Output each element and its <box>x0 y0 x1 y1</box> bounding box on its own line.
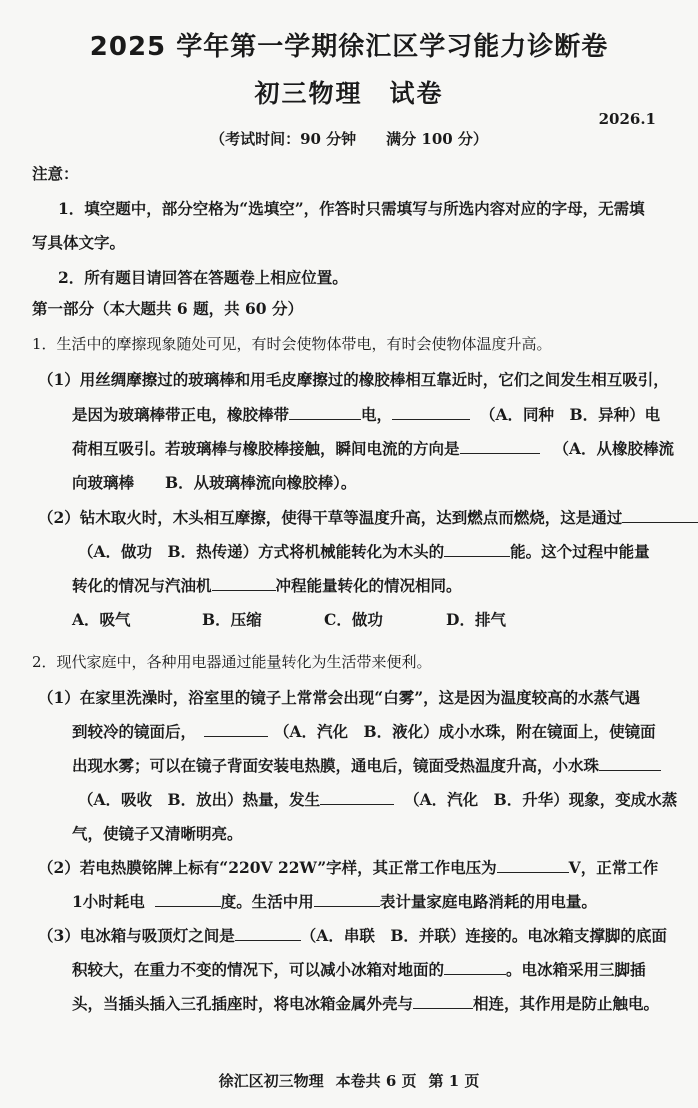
answer-blank[interactable] <box>444 960 506 975</box>
q1-sub2-line2 <box>78 542 650 562</box>
answer-blank[interactable] <box>204 722 268 737</box>
answer-blank[interactable] <box>314 892 380 907</box>
q2-sub1-line4 <box>78 790 677 810</box>
q2-sub1-text-a: 到较冷的镜面后， <box>72 722 197 741</box>
note-item-2: 2．所有题目请回答在答题卷上相应位置。 <box>58 268 348 287</box>
q1-options <box>72 610 506 630</box>
q1-sub2-text-d: 转化的情况与汽油机 <box>72 576 212 595</box>
q1-sub2-line1 <box>38 508 698 528</box>
answer-blank[interactable] <box>444 542 510 557</box>
answer-blank[interactable] <box>289 405 361 420</box>
q1-sub1-line4: 向玻璃棒 B．从玻璃棒流向橡胶棒）。 <box>72 473 357 492</box>
footer-total-pages: 本卷共 6 页 <box>335 1072 417 1090</box>
q1-option-c: C．做功 <box>324 610 383 629</box>
exam-time-info: （考试时间：90 分钟 满分 100 分） <box>210 130 488 148</box>
q2-sub3-text-e: 头，当插头插入三孔插座时，将电冰箱金属外壳与 <box>72 994 414 1013</box>
note-item-1: 1．填空题中，部分空格为“选填空”，作答时只需填写与所选内容对应的字母，无需填 <box>58 199 645 218</box>
q2-sub3-line1 <box>38 926 667 946</box>
answer-blank[interactable] <box>497 858 569 873</box>
q2-sub1-text-d: （A．吸收 B．放出）热量，发生 <box>78 790 321 809</box>
q1-option-b: B．压缩 <box>202 610 262 629</box>
exam-title: 2025 学年第一学期徐汇区学习能力诊断卷 <box>89 32 609 62</box>
exam-date: 2026.1 <box>598 110 656 128</box>
answer-blank[interactable] <box>392 405 470 420</box>
q2-sub2-text-c: 1小时耗电 <box>72 892 145 911</box>
q1-sub1-text-b: 电， <box>361 405 393 424</box>
q1-option-a: A．吸气 <box>72 610 131 629</box>
q1-sub1-line1: （1）用丝绸摩擦过的玻璃棒和用毛皮摩擦过的橡胶棒相互靠近时，它们之间发生相互吸引， <box>38 370 669 389</box>
q2-sub3-line2 <box>72 960 646 980</box>
q1-sub1-text-e: （A．从橡胶棒流 <box>553 439 675 458</box>
q1-sub2-line3 <box>72 576 462 596</box>
q2-sub1-text-b: （A．汽化 B．液化）成小水珠，附在镜面上，使镜面 <box>274 722 656 741</box>
q2-sub2-text-a: （2）若电热膜铭牌上标有“220V 22W”字样，其正常工作电压为 <box>38 858 497 877</box>
page-footer <box>0 1070 698 1091</box>
q2-sub2-text-d: 度。生活中用 <box>220 892 314 911</box>
q1-sub1-line3 <box>72 439 674 459</box>
q1-sub2-text-c: 能。这个过程中能量 <box>510 542 650 561</box>
q2-sub3-text-d: 。电冰箱采用三脚插 <box>506 960 646 979</box>
q2-sub3-text-b: （A．串联 B．并联）连接的。电冰箱支撑脚的底面 <box>300 926 667 945</box>
q1-sub1-text-d: 荷相互吸引。若玻璃棒与橡胶棒接触，瞬间电流的方向是 <box>72 439 460 458</box>
q2-sub1-text-c: 出现水雾；可以在镜子背面安装电热膜，通电后，镜面受热温度升高，小水珠 <box>72 756 600 775</box>
part1-heading: 第一部分（本大题共 6 题，共 60 分） <box>32 299 303 318</box>
q2-sub1-text-e: （A．汽化 B．升华）现象，变成水蒸 <box>404 790 678 809</box>
q1-sub2-text-a: （2）钻木取火时，木头相互摩擦，使得干草等温度升高，达到燃点而燃烧，这是通过 <box>38 508 623 527</box>
q2-sub1-line1: （1）在家里洗澡时，浴室里的镜子上常常会出现“白雾”，这是因为温度较高的水蒸气遇 <box>38 688 641 707</box>
footer-school: 徐汇区初三物理 <box>218 1072 324 1090</box>
q1-sub1-text-a: 是因为玻璃棒带正电，橡胶棒带 <box>72 405 290 424</box>
exam-subtitle: 初三物理 试卷 <box>254 79 444 108</box>
q2-sub3-text-f: 相连，其作用是防止触电。 <box>473 994 660 1013</box>
q2-sub2-line1 <box>38 858 658 878</box>
q2-sub1-line5: 气，使镜子又清晰明亮。 <box>72 824 243 843</box>
answer-blank[interactable] <box>155 892 221 907</box>
q2-sub2-text-e: 表计量家庭电路消耗的用电量。 <box>379 892 597 911</box>
footer-page-number: 第 1 页 <box>428 1072 480 1090</box>
q1-sub2-text-e: 冲程能量转化的情况相同。 <box>275 576 462 595</box>
answer-blank[interactable] <box>622 508 698 523</box>
answer-blank[interactable] <box>460 439 540 454</box>
q2-sub2-text-b: V，正常工作 <box>568 858 659 877</box>
note-item-1-cont: 写具体文字。 <box>32 233 126 252</box>
q2-stem: 2．现代家庭中，各种用电器通过能量转化为生活带来便利。 <box>32 653 432 671</box>
answer-blank[interactable] <box>413 994 473 1009</box>
q1-sub1-text-c: （A．同种 B．异种）电 <box>480 405 661 424</box>
q1-option-d: D．排气 <box>446 610 506 629</box>
answer-blank[interactable] <box>599 756 661 771</box>
answer-blank[interactable] <box>320 790 394 805</box>
q2-sub3-text-a: （3）电冰箱与吸顶灯之间是 <box>38 926 235 945</box>
q2-sub3-line3 <box>72 994 659 1014</box>
q2-sub3-text-c: 积较大，在重力不变的情况下，可以减小冰箱对地面的 <box>72 960 445 979</box>
q1-stem: 1．生活中的摩擦现象随处可见，有时会使物体带电，有时会使物体温度升高。 <box>32 335 552 353</box>
answer-blank[interactable] <box>235 926 301 941</box>
notes-heading: 注意： <box>32 164 79 183</box>
q2-sub1-line2 <box>72 722 656 742</box>
q1-sub2-text-b: （A．做功 B．热传递）方式将机械能转化为木头的 <box>78 542 445 561</box>
q2-sub2-line2 <box>72 892 597 912</box>
q1-sub1-line2 <box>72 405 660 425</box>
q2-sub1-line3 <box>72 756 661 776</box>
answer-blank[interactable] <box>212 576 276 591</box>
